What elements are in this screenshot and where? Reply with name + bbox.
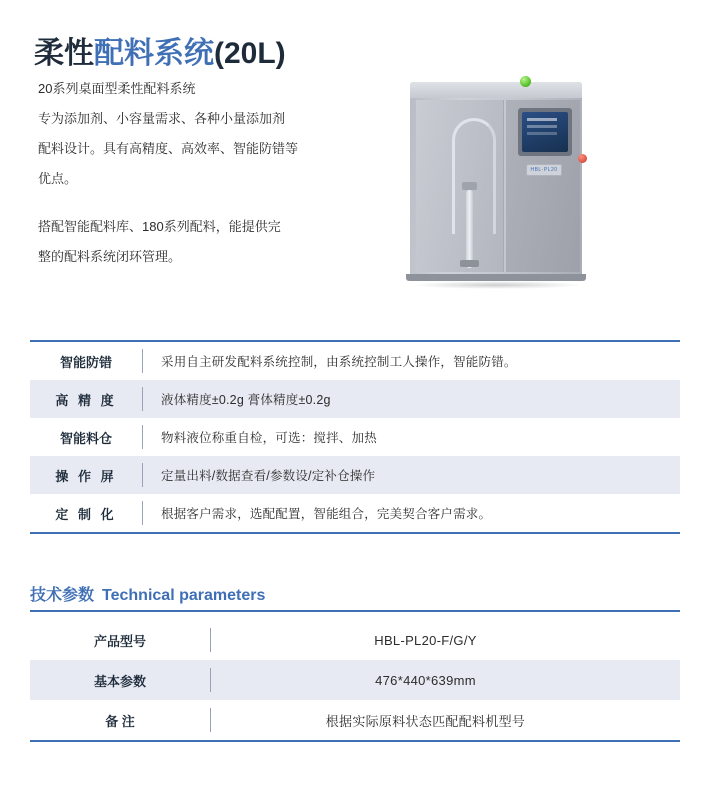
feature-value: 采用自主研发配料系统控制，由系统控制工人操作，智能防错。 <box>161 355 517 369</box>
brand-logo-plate: HBL·PL20 <box>526 164 562 176</box>
dispense-nozzle <box>466 190 473 268</box>
description-line-3: 配料设计。具有高精度、高效率、智能防错等 <box>38 141 299 156</box>
tech-param-value: HBL-PL20-F/G/Y <box>374 632 477 648</box>
feature-label: 操 作 屏 <box>55 468 117 484</box>
tube-cap <box>462 182 477 190</box>
feature-label: 定 制 化 <box>55 506 117 522</box>
page-title-part2: 配料系统 <box>94 37 214 70</box>
tubing-loop <box>452 118 496 234</box>
page-title-part1: 柔性 <box>34 37 94 70</box>
tech-params-heading <box>30 582 265 605</box>
tech-param-value: 476*440*639mm <box>375 672 476 688</box>
feature-table <box>30 340 680 534</box>
description-line-6: 整的配料系统闭环管理。 <box>38 249 182 264</box>
table-row <box>30 620 680 660</box>
table-row <box>30 494 680 532</box>
touch-screen <box>522 112 568 152</box>
description-line-5: 搭配智能配料库、180系列配料，能提供完 <box>38 219 281 234</box>
emergency-stop-button-icon <box>578 154 587 163</box>
tech-params-table <box>30 620 680 742</box>
machine-base <box>406 274 586 281</box>
product-description <box>38 74 388 272</box>
tech-param-label: 产品型号 <box>93 633 146 649</box>
tech-params-heading-en: Technical parameters <box>102 587 266 604</box>
table-row <box>30 418 680 456</box>
table-row <box>30 342 680 380</box>
feature-label: 智能防错 <box>59 354 112 370</box>
nozzle-foot <box>460 260 479 267</box>
table-row <box>30 380 680 418</box>
tech-param-label: 备 注 <box>105 713 135 729</box>
page-title <box>34 28 286 72</box>
feature-value: 物料液位称重自检，可选：搅拌、加热 <box>161 431 377 445</box>
description-line-4: 优点。 <box>38 171 78 186</box>
tech-param-value: 根据实际原料状态匹配配料机型号 <box>325 713 526 729</box>
touch-screen-bezel <box>518 108 572 156</box>
table-row <box>30 660 680 700</box>
feature-value: 液体精度±0.2g 膏体精度±0.2g <box>161 393 331 407</box>
description-line-2: 专为添加剂、小容量需求、各种小量添加剂 <box>38 111 286 126</box>
description-spacer <box>38 194 388 212</box>
table-row <box>30 456 680 494</box>
feature-value: 根据客户需求，选配配置，智能组合，完美契合客户需求。 <box>161 507 492 521</box>
page-title-part3: (20L) <box>214 37 286 70</box>
feature-label: 高 精 度 <box>55 392 117 408</box>
feature-value: 定量出料/数据查看/参数设/定补仓操作 <box>161 469 376 483</box>
machine-top-cover <box>410 82 582 98</box>
status-indicator-light-icon <box>520 76 531 87</box>
product-photo <box>402 70 594 290</box>
tech-params-underline <box>30 610 680 612</box>
tech-param-label: 基本参数 <box>93 673 146 689</box>
table-row <box>30 700 680 740</box>
machine-shadow <box>412 281 582 289</box>
feature-label: 智能料仓 <box>59 430 112 446</box>
tech-params-heading-cn: 技术参数 <box>30 587 95 604</box>
description-line-1: 20系列桌面型柔性配料系统 <box>38 81 196 96</box>
